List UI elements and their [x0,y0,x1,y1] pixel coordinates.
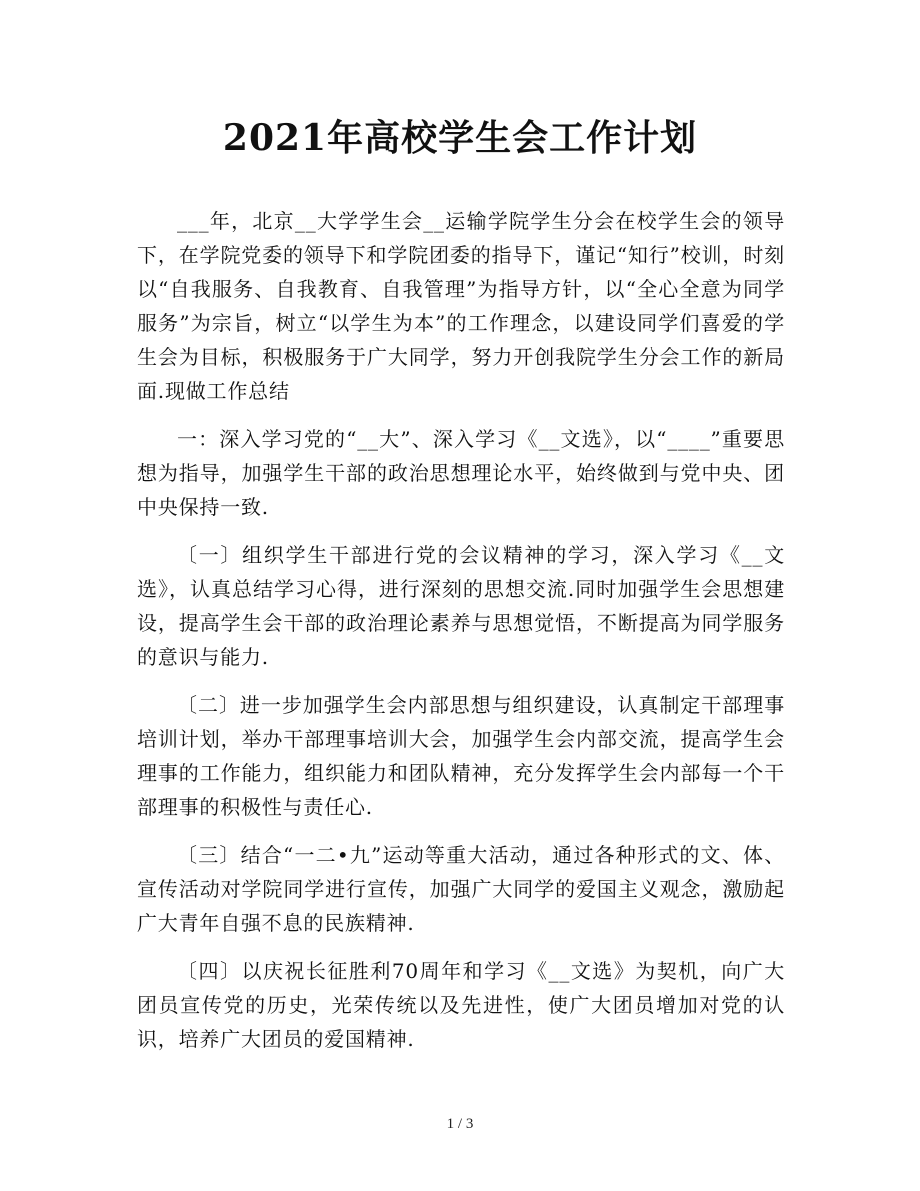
paragraph-section-one: 一：深入学习党的“__大”、深入学习《__文选》，以“____”重要思想为指导，加强学生干部的政治思想理论水平，始终做到与党中央、团中央保持一致. [137,427,785,519]
paragraph-item-1: 〔一〕组织学生干部进行党的会议精神的学习，深入学习《__文选》，认真总结学习心得，进行深刻的思想交流.同时加强学生会思想建设，提高学生会干部的政治理论素养与思想觉悟，不断提高为同学服务的意识与能力. [137,543,785,669]
page-number: 1 / 3 [446,1116,474,1132]
paragraph-intro: ___年，北京__大学学生会__运输学院学生分会在校学生会的领导下，在学院党委的领导下和学院团委的指导下，谨记“知行”校训，时刻以“自我服务、自我教育、自我管理”为指导方针，以“全心全意为同学服务”为宗旨，树立“以学生为本”的工作理念，以建设同学们喜爱的学生会为目标，积极服务于广大同学，努力开创我院学生分会工作的新局面.现做工作总结 [137,209,785,403]
paragraph-item-2: 〔二〕进一步加强学生会内部思想与组织建设，认真制定干部理事培训计划，举办干部理事培训大会，加强学生会内部交流，提高学生会理事的工作能力，组织能力和团队精神，充分发挥学生会内部每一个干部理事的积极性与责任心. [137,693,785,819]
document-body [137,204,785,1056]
paragraph-item-4: 〔四〕以庆祝长征胜利70周年和学习《__文选》为契机，向广大团员宣传党的历史，光荣传统以及先进性，使广大团员增加对党的认识，培养广大团员的爱国精神. [137,959,785,1051]
document-title: 2021年高校学生会工作计划 [222,117,698,159]
paragraph-item-3: 〔三〕结合“一二•九”运动等重大活动，通过各种形式的文、体、宣传活动对学院同学进行宣传，加强广大同学的爱国主义观念，激励起广大青年自强不息的民族精神. [137,843,785,935]
